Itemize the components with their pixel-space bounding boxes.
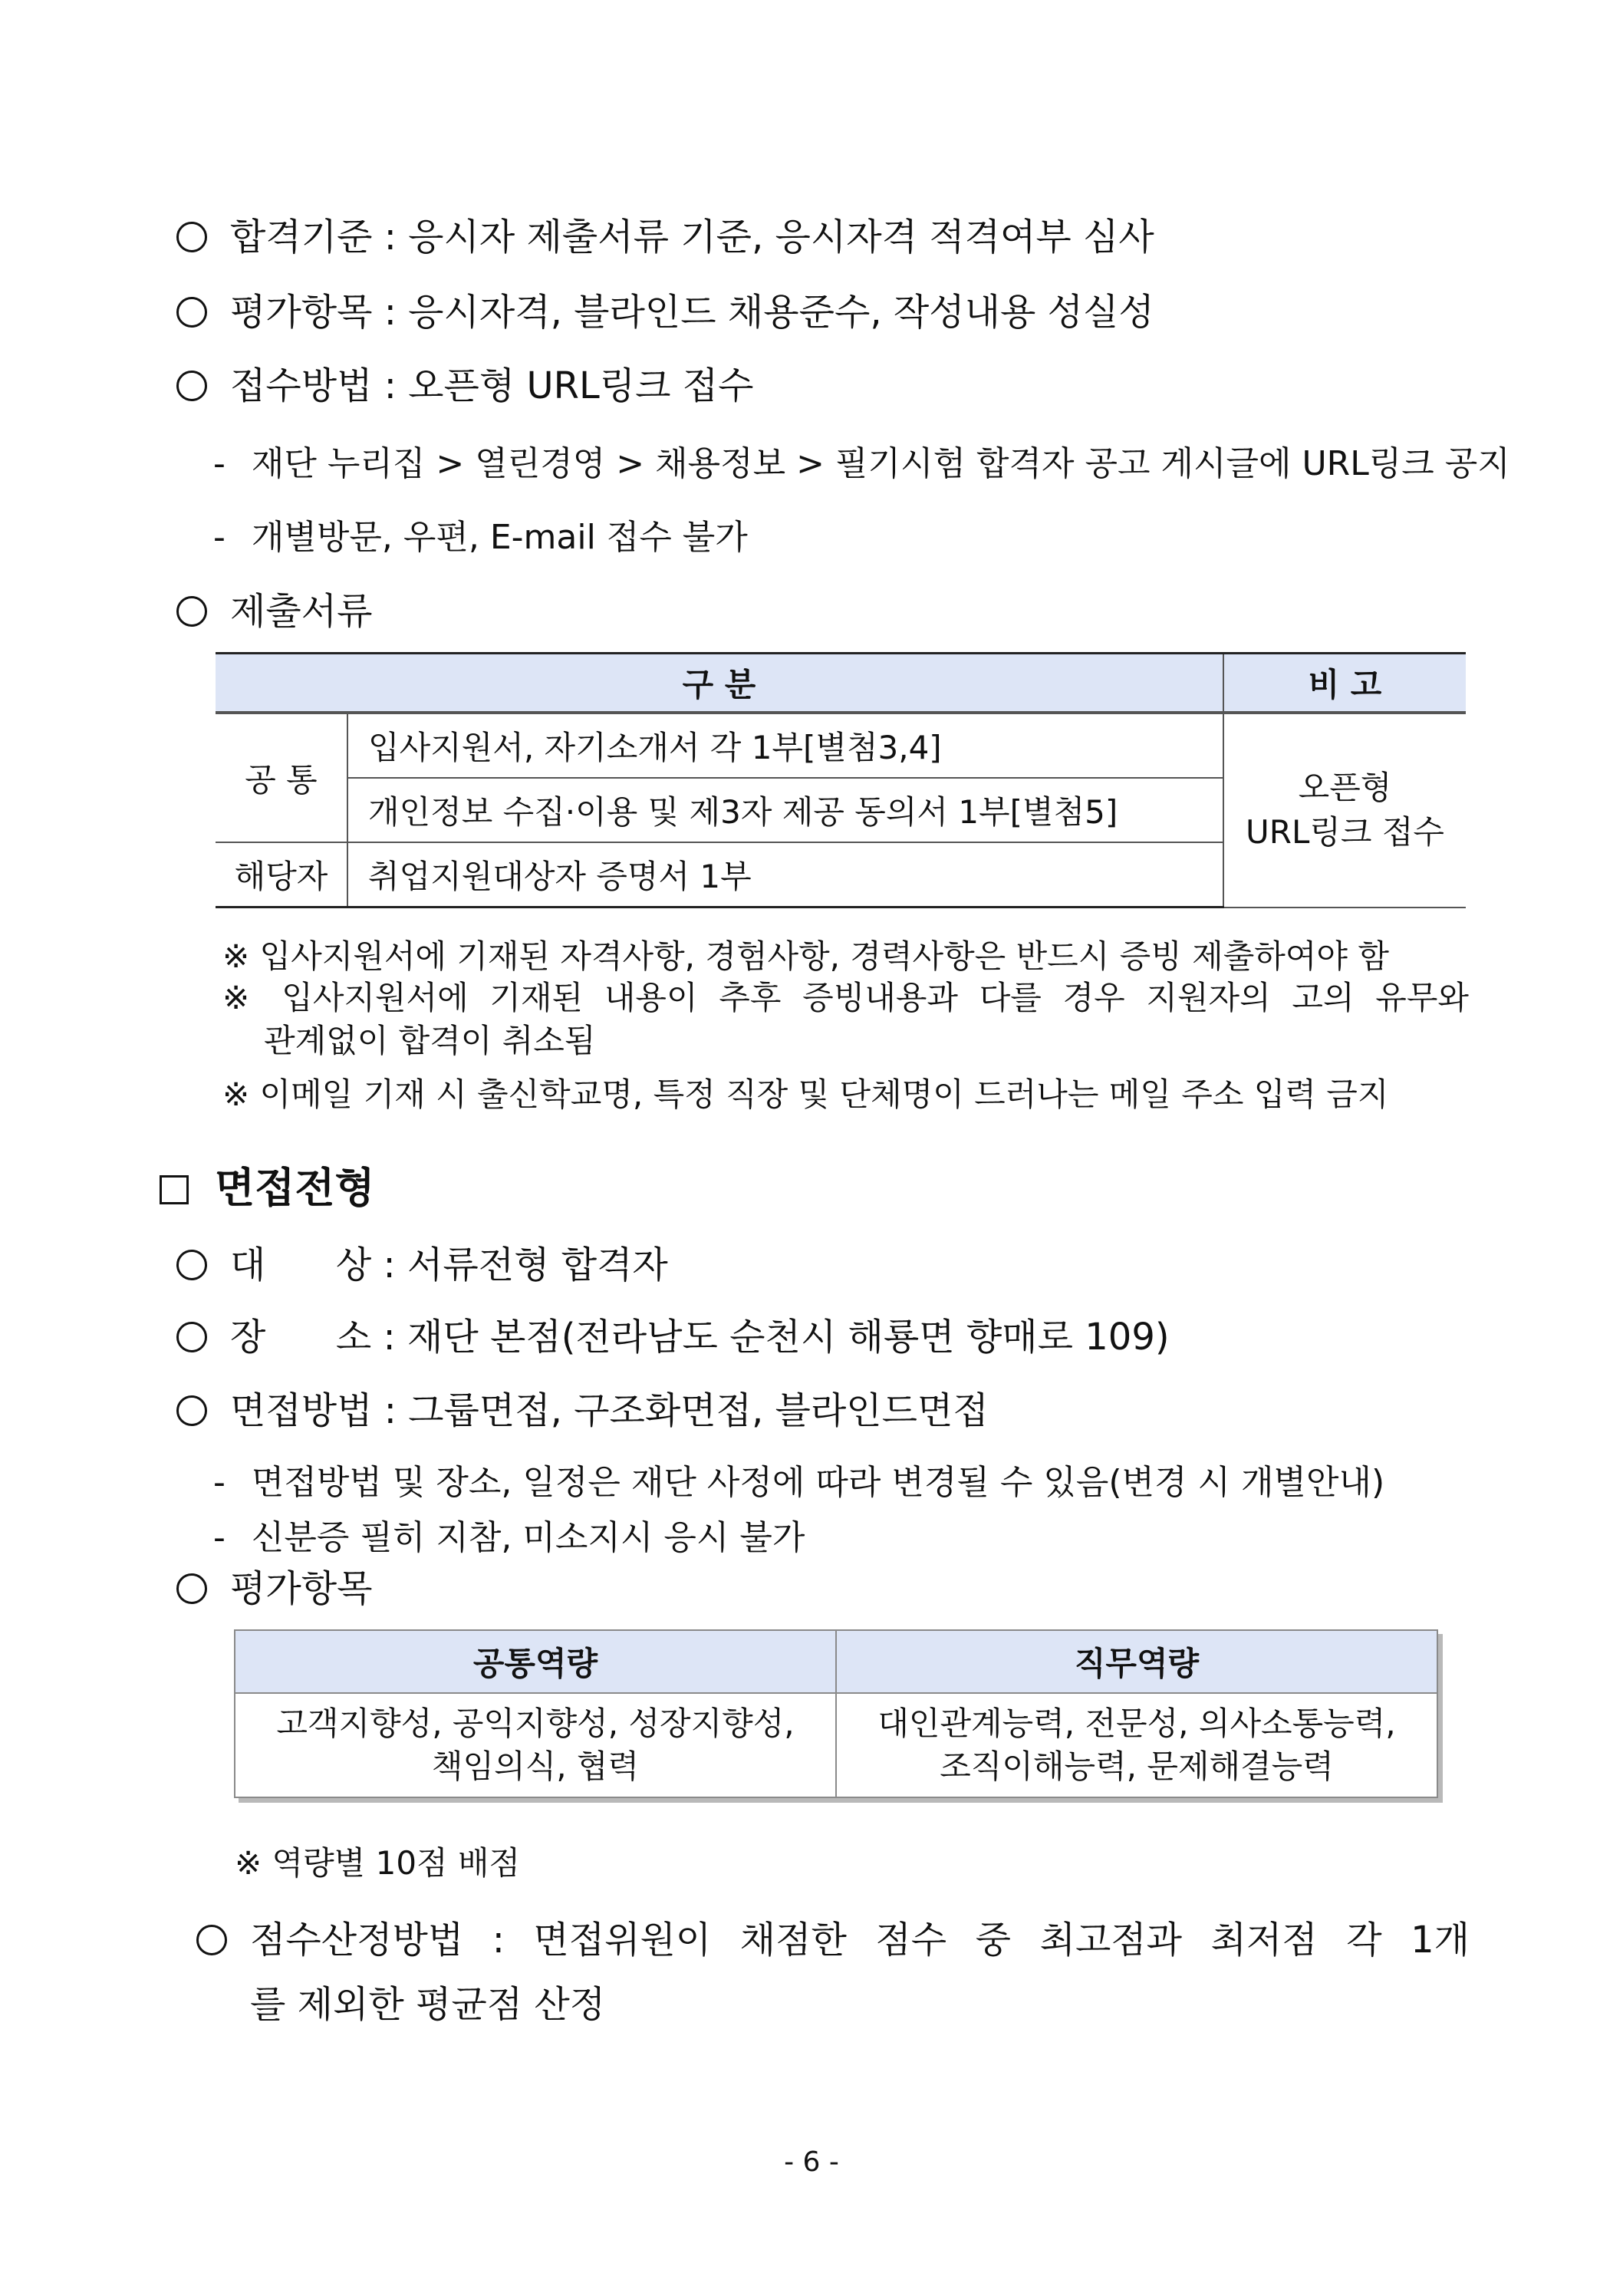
eval-items-line	[176, 282, 1154, 335]
interview-place-text: 장 소 : 재단 본점(전라남도 순천시 해룡면 향매로 109)	[230, 1316, 1170, 1359]
interview-method-text: 면접방법 : 그룹면접, 구조화면접, 블라인드면접	[230, 1389, 989, 1432]
score-note: ※ 역량별 10점 배점	[235, 1844, 521, 1882]
note-line2: URL링크 접수	[1246, 813, 1444, 852]
documents-table	[216, 652, 1466, 908]
square-bullet-icon	[160, 1175, 189, 1204]
common-competency-cell	[235, 1693, 836, 1797]
dash-icon: -	[213, 1518, 226, 1557]
circle-bullet-icon	[196, 1925, 227, 1955]
circle-bullet-icon	[176, 596, 207, 627]
note-2b: 관계없이 합격이 취소됨	[264, 1022, 596, 1059]
circle-bullet-icon	[176, 1322, 207, 1352]
common-row1: 입사지원서, 자기소개서 각 1부[별첨3,4]	[347, 713, 1223, 778]
documents-line	[176, 581, 372, 634]
job-competency-cell	[836, 1693, 1437, 1797]
note-cell	[1223, 713, 1466, 908]
method-text: 접수방법 : 오픈형 URL링크 접수	[230, 364, 754, 407]
header-job-competency: 직무역량	[836, 1630, 1437, 1693]
pass-criteria-text: 합격기준 : 응시자 제출서류 기준, 응시자격 적격여부 심사	[230, 216, 1154, 259]
note-2: ※ 입사지원서에 기재된 내용이 추후 증빙내용과 다를 경우 지원자의 고의 유무와	[222, 979, 1469, 1016]
common-row2: 개인정보 수집·이용 및 제3자 제공 동의서 1부[별첨5]	[347, 778, 1223, 842]
interview-sub1-line	[213, 1454, 1384, 1504]
documents-label: 제출서류	[230, 590, 373, 633]
scoring-line2: 를 제외한 평균점 산정	[250, 1983, 606, 2026]
circle-bullet-icon	[176, 1250, 207, 1280]
interview-heading	[160, 1155, 375, 1214]
page-number: - 6 -	[784, 2146, 839, 2178]
method-sub2-line	[213, 509, 748, 558]
interview-method-line	[176, 1381, 989, 1434]
interview-sub2-text: 신분증 필히 지참, 미소지시 응시 불가	[251, 1518, 805, 1557]
header-note: 비 고	[1223, 654, 1466, 713]
circle-bullet-icon	[176, 371, 207, 401]
circle-bullet-icon	[176, 1573, 207, 1604]
table-row	[216, 713, 1466, 778]
dash-icon: -	[213, 518, 226, 557]
common-competency-line2: 책임의식, 협력	[431, 1748, 640, 1785]
interview-sub1-text: 면접방법 및 장소, 일정은 재단 사정에 따라 변경될 수 있음(변경 시 개별안내)	[251, 1463, 1385, 1502]
eval-items-text: 평가항목 : 응시자격, 블라인드 채용준수, 작성내용 성실성	[230, 291, 1154, 334]
documents-table-header	[216, 654, 1466, 713]
interview-target-text: 대 상 : 서류전형 합격자	[230, 1244, 668, 1286]
interview-eval-label: 평가항목	[230, 1567, 373, 1610]
note-1: ※ 입사지원서에 기재된 자격사항, 경험사항, 경력사항은 반드시 증빙 제출하여야 함	[222, 937, 1389, 975]
header-category: 구 분	[216, 654, 1223, 713]
scoring-line1-text: 점수산정방법 : 면접위원이 채점한 점수 중 최고점과 최저점 각 1개	[250, 1919, 1470, 1962]
method-sub2-text: 개별방문, 우편, E-mail 접수 불가	[251, 518, 748, 557]
competency-table-wrapper	[234, 1629, 1438, 1798]
method-sub1-text: 재단 누리집 > 열린경영 > 채용정보 > 필기시험 합격자 공고 게시글에 URL링크 공지	[251, 444, 1510, 483]
pass-criteria-line	[176, 207, 1154, 260]
interview-sub2-line	[213, 1510, 805, 1559]
interview-eval-line	[176, 1559, 372, 1612]
note-3: ※ 이메일 기재 시 출신학교명, 특정 직장 및 단체명이 드러나는 메일 주소 입력 금지	[222, 1076, 1389, 1113]
common-label: 공 통	[216, 713, 347, 842]
note-line1: 오픈형	[1298, 769, 1392, 807]
circle-bullet-icon	[176, 297, 207, 328]
competency-table	[234, 1629, 1438, 1798]
scoring-line1	[196, 1910, 1470, 1963]
applicable-row: 취업지원대상자 증명서 1부	[347, 842, 1223, 908]
circle-bullet-icon	[176, 222, 207, 252]
method-sub1-line	[213, 436, 1510, 485]
table-row	[235, 1693, 1437, 1797]
job-competency-line2: 조직이해능력, 문제해결능력	[940, 1748, 1334, 1785]
applicable-label: 해당자	[216, 842, 347, 908]
job-competency-line1: 대인관계능력, 전문성, 의사소통능력,	[877, 1705, 1396, 1742]
interview-target-line	[176, 1235, 668, 1288]
dash-icon: -	[213, 1463, 226, 1502]
common-competency-line1: 고객지향성, 공익지향성, 성장지향성,	[276, 1705, 795, 1742]
competency-table-header	[235, 1630, 1437, 1693]
dash-icon: -	[213, 444, 226, 483]
interview-place-line	[176, 1307, 1170, 1360]
header-common-competency: 공통역량	[235, 1630, 836, 1693]
method-line	[176, 356, 753, 409]
interview-heading-text: 면접전형	[215, 1164, 375, 1212]
circle-bullet-icon	[176, 1395, 207, 1426]
